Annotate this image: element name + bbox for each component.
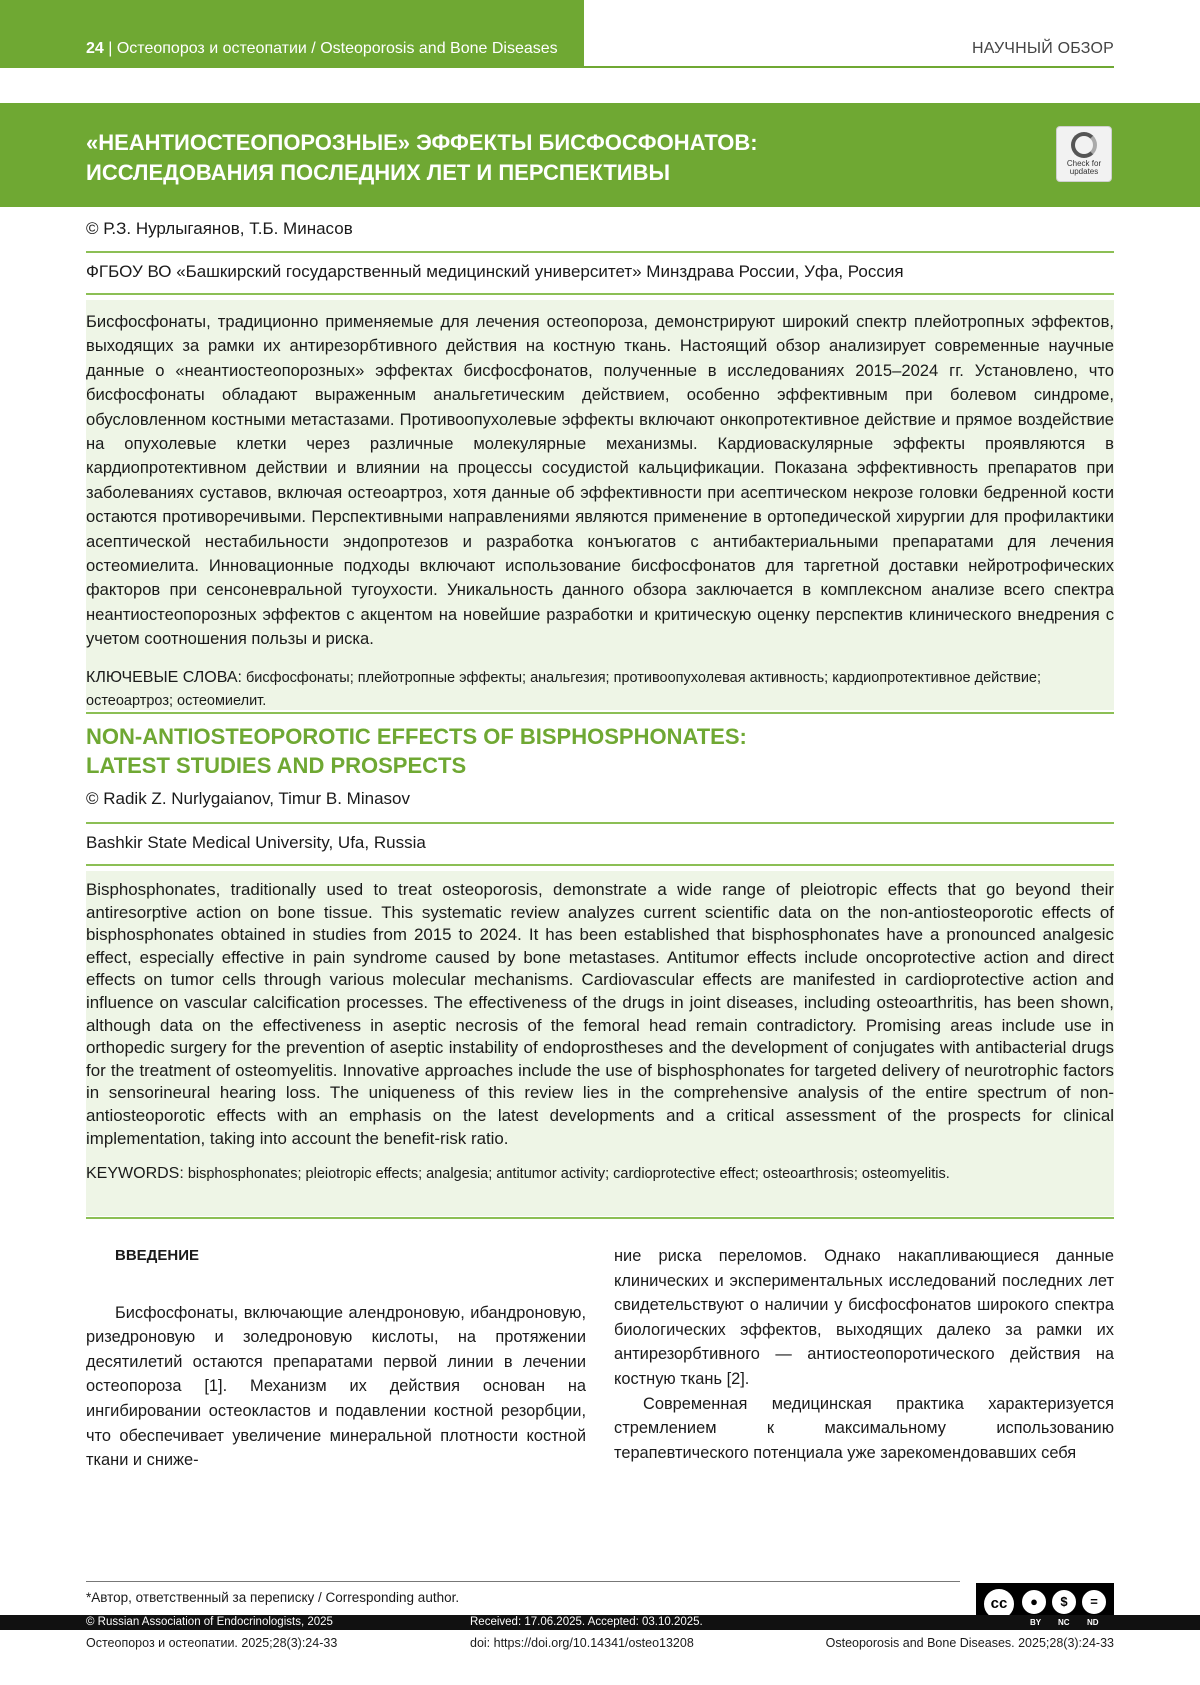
non-commercial-icon: $ [1050, 1588, 1078, 1616]
divider [86, 251, 1114, 253]
section-heading-introduction: ВВЕДЕНИЕ [115, 1247, 199, 1264]
divider [86, 293, 1114, 295]
body-paragraph: Бисфосфонаты, включающие алендроновую, ибандроновую, ризедроновую и золедроновую кислоты, на протяжении десятилетий остаются препаратами первой линии в лечении остеопороза [1]. Механизм их действия основан на ингибировании остеокластов и подавлении костной резорбции, что обеспечивает увеличение минеральной плотности костной ткани и сниже- [86, 1303, 586, 1470]
cc-icon: cc [982, 1587, 1016, 1621]
footnote-rule [86, 1581, 960, 1582]
running-header: 24 | Остеопороз и остеопатии / Osteoporosis and Bone Diseases [86, 40, 558, 57]
title-ru-line2: ИССЛЕДОВАНИЯ ПОСЛЕДНИХ ЛЕТ И ПЕРСПЕКТИВЫ [86, 160, 670, 185]
check-for-updates-badge[interactable]: Check for updates [1056, 126, 1112, 182]
keywords-ru-label: КЛЮЧЕВЫЕ СЛОВА: [86, 668, 242, 686]
body-column-right [614, 1244, 1114, 1465]
by-attribution-icon: ● [1020, 1588, 1048, 1616]
divider [86, 822, 1114, 824]
keywords-en [86, 1162, 1114, 1186]
doi-link[interactable]: doi: https://doi.org/10.14341/osteo13208 [470, 1636, 694, 1650]
footer-bar [0, 1615, 1200, 1630]
divider [86, 1217, 1114, 1219]
header-rule [584, 66, 1114, 68]
body-paragraph: Современная медицинская практика характеризуется стремлением к максимальному использованию терапевтического потенциала уже зарекомендовавших себя [614, 1394, 1114, 1462]
article-title-en [86, 722, 747, 780]
divider [86, 864, 1114, 866]
citation-ru: Остеопороз и остеопатии. 2025;28(3):24-33 [86, 1636, 338, 1650]
abstract-ru: Бисфосфонаты, традиционно применяемые для лечения остеопороза, демонстрируют широкий спектр плейотропных эффектов, выходящих за рамки их антирезорбтивного действия на костную ткань. Настоящий обзор анализирует современные научные данные о «неантиостеопорозных» эффектах бисфосфонатов, полученные в исследованиях 2015–2024 гг. Установлено, что бисфосфонаты обладают выраженным анальгетическим действием, особенно эффективным при болевом синдроме, обусловленном костными метастазами. Противоопухолевые эффекты включают онкопротективное действие и прямое воздействие на опухолевые клетки через различные молекулярные механизмы. Кардиоваскулярные эффекты проявляются в кардиопротективном действии и влиянии на процессы сосудистой кальцификации. Показана эффективность препаратов при заболеваниях суставов, включая остеоартроз, хотя данные об эффективности при асептическом некрозе головки бедренной кости остаются противоречивыми. Перспективными направлениями являются применение в ортопедической хирургии для профилактики асептической нестабильности эндопротезов и разработка конъюгатов с антибактериальными препаратами для лечения остеомиелита. Инновационные подходы включают использование бисфосфонатов для таргетной доставки нейротрофических факторов при сенсоневральной тугоухости. Уникальность данного обзора заключается в комплексном анализе всего спектра неантиостеопорозных эффектов с акцентом на новейшие разработки и критическую оценку перспектив клинического внедрения с учетом соотношения пользы и риска. [86, 312, 1114, 649]
authors-ru: © Р.З. Нурлыгаянов, Т.Б. Минасов [86, 219, 353, 238]
license-label-nc: NC [1058, 1618, 1070, 1627]
title-en-line1: NON-ANTIOSTEOPOROTIC EFFECTS OF BISPHOSPHONATES: [86, 724, 747, 749]
check-for-updates-icon [1071, 132, 1097, 158]
abstract-ru-box [86, 300, 1114, 710]
page-number: 24 [86, 40, 104, 57]
keywords-ru [86, 666, 1114, 713]
no-derivatives-icon: = [1080, 1588, 1108, 1616]
title-en-line2: LATEST STUDIES AND PROSPECTS [86, 753, 467, 778]
article-title-ru [86, 128, 986, 188]
abstract-en: Bisphosphonates, traditionally used to treat osteoporosis, demonstrate a wide range of pleiotropic effects that go beyond their antiresorptive action on bone tissue. This systematic review analyzes current scientific data on the non-antiosteoporotic effects of bisphosphonates obtained in studies from 2015 to 2024. It has been established that bisphosphonates have a pronounced analgesic effect, especially effective in pain syndrome caused by bone metastases. Antitumor effects include oncoprotective action and direct effects on tumor cells through various molecular mechanisms. Cardiovascular effects are manifested in cardioprotective action and influence on vascular calcification processes. The effectiveness of the drugs in joint diseases, including osteoarthritis, has been shown, although data on the effectiveness in aseptic necrosis of the femoral head remain contradictory. Promising areas include use in orthopedic surgery for the prevention of aseptic instability of endoprostheses and the development of conjugates with antibacterial drugs for the treatment of osteomyelitis. Innovative approaches include the use of bisphosphonates for targeted delivery of neurotrophic factors in sensorineural hearing loss. The uniqueness of this review lies in the comprehensive analysis of the entire spectrum of non-antiosteoporotic effects with an emphasis on the latest developments and a critical assessment of the prospects for clinical implementation, taking into account the benefit-risk ratio. [86, 880, 1114, 1148]
abstract-en-box [86, 871, 1114, 1216]
title-ru-line1: «НЕАНТИОСТЕОПОРОЗНЫЕ» ЭФФЕКТЫ БИСФОСФОНАТОВ: [86, 130, 758, 155]
affiliation-ru: ФГБОУ ВО «Башкирский государственный медицинский университет» Минздрава России, Уфа, Россия [86, 262, 904, 281]
copyright: © Russian Association of Endocrinologists, 2025 [86, 1616, 333, 1628]
keywords-en-text: bisphosphonates; pleiotropic effects; analgesia; antitumor activity; cardioprotective effect; osteoarthrosis; osteomyelitis. [187, 1166, 950, 1183]
body-column-left [86, 1244, 586, 1473]
keywords-en-label: KEYWORDS: [86, 1165, 184, 1183]
affiliation-en: Bashkir State Medical University, Ufa, Russia [86, 833, 426, 852]
journal-name: Остеопороз и остеопатии / Osteoporosis and Bone Diseases [116, 40, 558, 57]
license-label-nd: ND [1087, 1618, 1099, 1627]
body-paragraph: ние риска переломов. Однако накапливающиеся данные клинических и экспериментальных исследований последних лет свидетельствуют о наличии у бисфосфонатов широкого спектра биологических эффектов, выходящих далеко за рамки их антирезорбтивного — антиостеопоротического действия на костную ткань [2]. [614, 1247, 1114, 1388]
footnote: *Автор, ответственный за переписку / Corresponding author. [86, 1590, 460, 1605]
keywords-ru-text: бисфосфонаты; плейотропные эффекты; анальгезия; противоопухолевая активность; кардиопротективное действие; остеоартроз; остеомиелит. [86, 669, 1042, 709]
divider [86, 712, 1114, 714]
received-accepted-dates: Received: 17.06.2025. Accepted: 03.10.2025. [470, 1616, 703, 1628]
license-label-by: BY [1030, 1618, 1042, 1627]
citation-en: Osteoporosis and Bone Diseases. 2025;28(3):24-33 [825, 1636, 1114, 1650]
authors-en: © Radik Z. Nurlygaianov, Timur B. Minasov [86, 789, 410, 808]
section-label: НАУЧНЫЙ ОБЗОР [972, 40, 1114, 57]
